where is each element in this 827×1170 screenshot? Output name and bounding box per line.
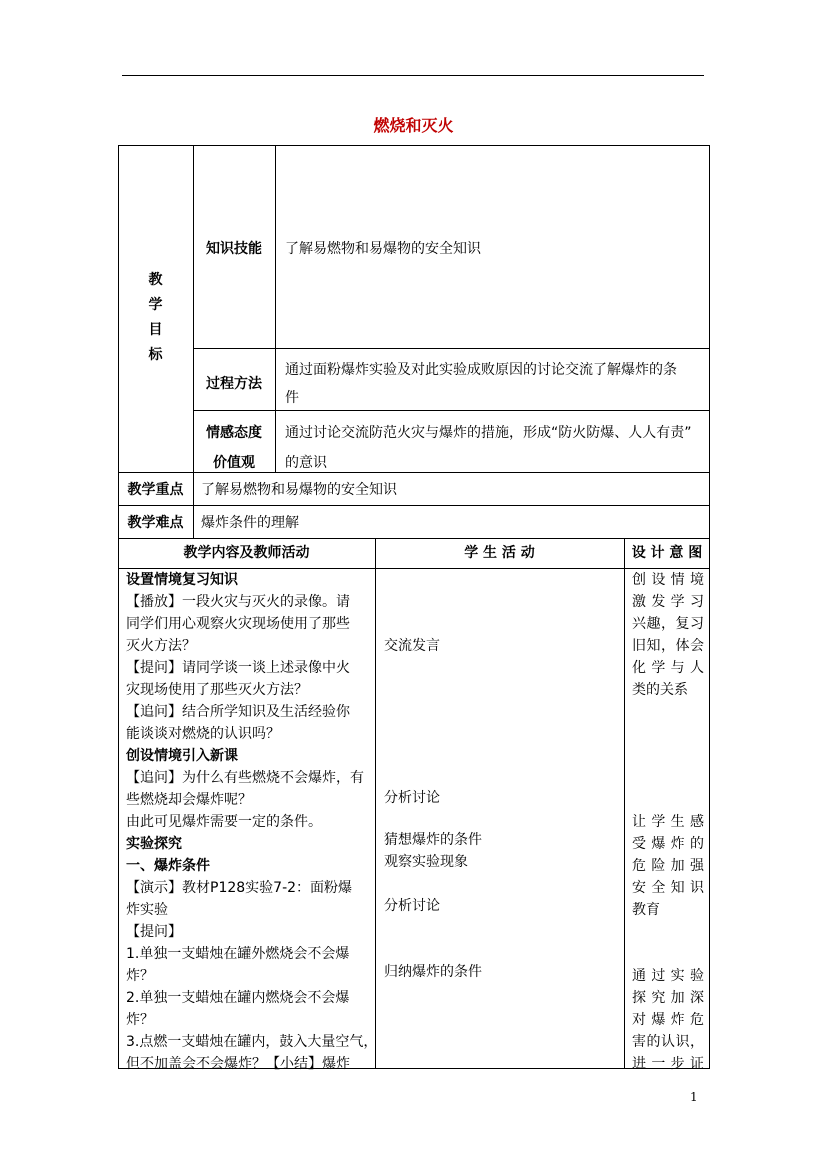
- difficulty-label: 教学难点: [127, 515, 184, 531]
- objectives-label: 教 学 目 标: [148, 272, 163, 363]
- page-title: 燃烧和灭火: [373, 116, 454, 135]
- header-design: 设 计 意 图: [631, 545, 703, 561]
- student-activity-item: 分析讨论: [384, 790, 440, 806]
- page-number: 1: [690, 1090, 698, 1104]
- student-activity-item: 猜想爆炸的条件: [384, 832, 482, 848]
- key-point-content: 了解易燃物和易爆物的安全知识: [201, 482, 397, 498]
- teacher-activity-column: 设置情境复习知识 【播放】一段火灾与灭火的录像。请 同学们用心观察火灾现场使用了那些 灭火方法？ 【提问】请同学谈一谈上述录像中火 灾现场使用了那些灭火方法？ 【追问】结合所学知识及生活经验你 能谈谈对燃烧的认识吗？ 创设情境引入新课 【追问】为什么有些燃烧不会爆炸，有 些燃烧却会爆炸呢？ 由此可见爆炸需要一定的条件。 实验探究 一、爆炸条件 【演示】教材P128实验7-2：面粉爆 炸实验 【提问】 1.单独一支蜡烛在罐外燃烧会不会爆 炸？ 2.单独一支蜡烛在罐内燃烧会不会爆 炸？ 3.点燃一支蜡烛在罐内，鼓入大量空气， 但不加盖会不会爆炸？【小结】爆炸: [126, 572, 378, 1072]
- divider: [375, 538, 376, 1069]
- student-activity-item: 归纳爆炸的条件: [384, 964, 482, 980]
- design-intent-column: 创设情境 激发学习 兴趣，复习 旧知，体会 化学与人 类的关系 让学生感 受爆炸的 危险加强 安全知识 教育 通过实验 探究加深 对爆炸危 害的认识， 进一步证: [632, 572, 704, 1072]
- header-teacher: 教学内容及教师活动: [183, 545, 310, 561]
- row-knowledge-label: 知识技能: [206, 241, 262, 257]
- row-attitude-content: 通过讨论交流防范火灾与爆炸的措施，形成“防火防爆、人人有责” 的意识: [285, 425, 692, 471]
- student-activity-item: 观察实验现象: [384, 854, 468, 870]
- student-activity-item: 分析讨论: [384, 898, 440, 914]
- row-process-content: 通过面粉爆炸实验及对此实验成败原因的讨论交流了解爆炸的条 件: [285, 362, 677, 406]
- divider: [193, 348, 710, 349]
- key-point-label: 教学重点: [127, 482, 184, 498]
- difficulty-content: 爆炸条件的理解: [201, 515, 299, 531]
- header-student: 学 生 活 动: [464, 545, 535, 561]
- student-activity-item: 交流发言: [384, 638, 440, 654]
- header-rule: [122, 75, 704, 76]
- row-process-label: 过程方法: [206, 376, 262, 392]
- row-knowledge-content: 了解易燃物和易爆物的安全知识: [285, 241, 481, 257]
- divider: [624, 538, 625, 1069]
- row-attitude-label: 情感态度 价值观: [206, 425, 262, 471]
- divider: [275, 145, 276, 473]
